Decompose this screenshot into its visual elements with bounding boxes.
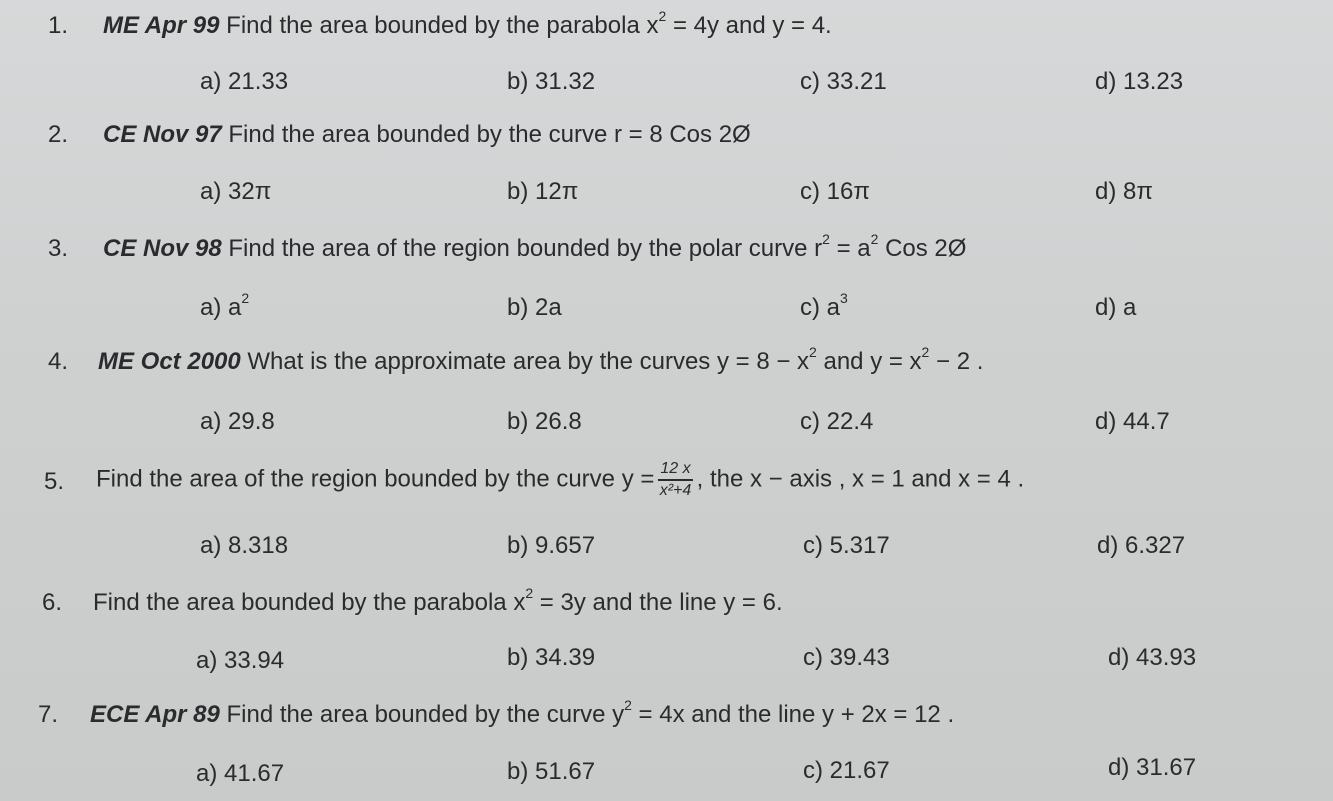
question-1 bbox=[0, 8, 1333, 52]
question-number: 4. bbox=[48, 348, 69, 375]
option-a: a) 33.94 bbox=[196, 647, 285, 674]
question-source: CE Nov 98 bbox=[103, 235, 222, 262]
question-7 bbox=[0, 697, 1333, 741]
question-4 bbox=[0, 344, 1333, 388]
option-c: c) 21.67 bbox=[803, 757, 890, 784]
fraction: $\frac{12 x}{\text{x²+4}}$ bbox=[659, 460, 692, 499]
option-b: b) 12π bbox=[507, 178, 579, 205]
option-c: c) 5.317 bbox=[803, 532, 890, 559]
option-d: d) 13.23 bbox=[1095, 68, 1184, 95]
option-b: b) 26.8 bbox=[507, 408, 582, 435]
question-3 bbox=[0, 231, 1333, 275]
option-c: c) 22.4 bbox=[800, 408, 874, 435]
question-2 bbox=[0, 121, 1333, 161]
question-number: 7. bbox=[38, 701, 59, 728]
question-number: 6. bbox=[42, 589, 63, 616]
question-source: ME Apr 99 bbox=[103, 12, 220, 39]
question-source: ME Oct 2000 bbox=[98, 348, 241, 375]
question-text: ME Apr 99 Find the area bounded by the parabola $x^2 = 4y$ and y = 4. bbox=[103, 8, 832, 39]
question-number: 1. bbox=[48, 12, 69, 39]
option-a: a) 8.318 bbox=[200, 532, 289, 559]
option-c: c) 33.21 bbox=[800, 68, 887, 95]
question-number: 2. bbox=[48, 121, 69, 148]
question-6 bbox=[0, 585, 1333, 629]
option-d: d) 44.7 bbox=[1095, 408, 1170, 435]
option-a: a) 32π bbox=[200, 178, 272, 205]
question-text: CE Nov 98 Find the area of the region bounded by the polar curve $r^2 = a^2$ Cos 2Ø bbox=[103, 231, 967, 262]
question-5 bbox=[0, 460, 1333, 510]
option-d: d) 6.327 bbox=[1097, 532, 1186, 559]
question-number: 3. bbox=[48, 235, 69, 262]
option-b: b) 51.67 bbox=[507, 758, 596, 785]
option-d: d) 31.67 bbox=[1108, 754, 1197, 781]
option-d: d) 43.93 bbox=[1108, 644, 1197, 671]
option-b: b) 34.39 bbox=[507, 644, 596, 671]
option-a: a) 41.67 bbox=[196, 760, 285, 787]
question-source: CE Nov 97 bbox=[103, 121, 222, 148]
option-d: d) a bbox=[1095, 294, 1137, 321]
option-b: b) 2a bbox=[507, 294, 562, 321]
question-text: Find the area bounded by the parabola $x^2 = 3y$ and the line y = 6. bbox=[93, 585, 783, 616]
question-text: CE Nov 97 Find the area bounded by the curve r = 8 Cos 2Ø bbox=[103, 121, 751, 148]
question-number: 5. bbox=[44, 468, 65, 495]
option-c: c) $a^3$ bbox=[800, 290, 848, 321]
question-source: ECE Apr 89 bbox=[90, 701, 220, 728]
option-a: a) 21.33 bbox=[200, 68, 289, 95]
question-text: ME Oct 2000 What is the approximate area by the curves $y = 8 - x^2$ and $y = x^2 - 2$ . bbox=[98, 344, 984, 375]
option-d: d) 8π bbox=[1095, 178, 1153, 205]
option-c: c) 16π bbox=[800, 178, 870, 205]
option-a: a) $a^2$ bbox=[200, 290, 250, 321]
option-c: c) 39.43 bbox=[803, 644, 890, 671]
option-a: a) 29.8 bbox=[200, 408, 275, 435]
option-b: b) 31.32 bbox=[507, 68, 596, 95]
question-text: ECE Apr 89 Find the area bounded by the curve $y^2 = 4x$ and the line y + 2x = 12 . bbox=[90, 697, 955, 728]
option-b: b) 9.657 bbox=[507, 532, 596, 559]
question-text: Find the area of the region bounded by the curve y = $\frac{12 x}{\text{x²+4}}$ , the x − axis , x = 1 and x = 4 . bbox=[96, 460, 1025, 499]
